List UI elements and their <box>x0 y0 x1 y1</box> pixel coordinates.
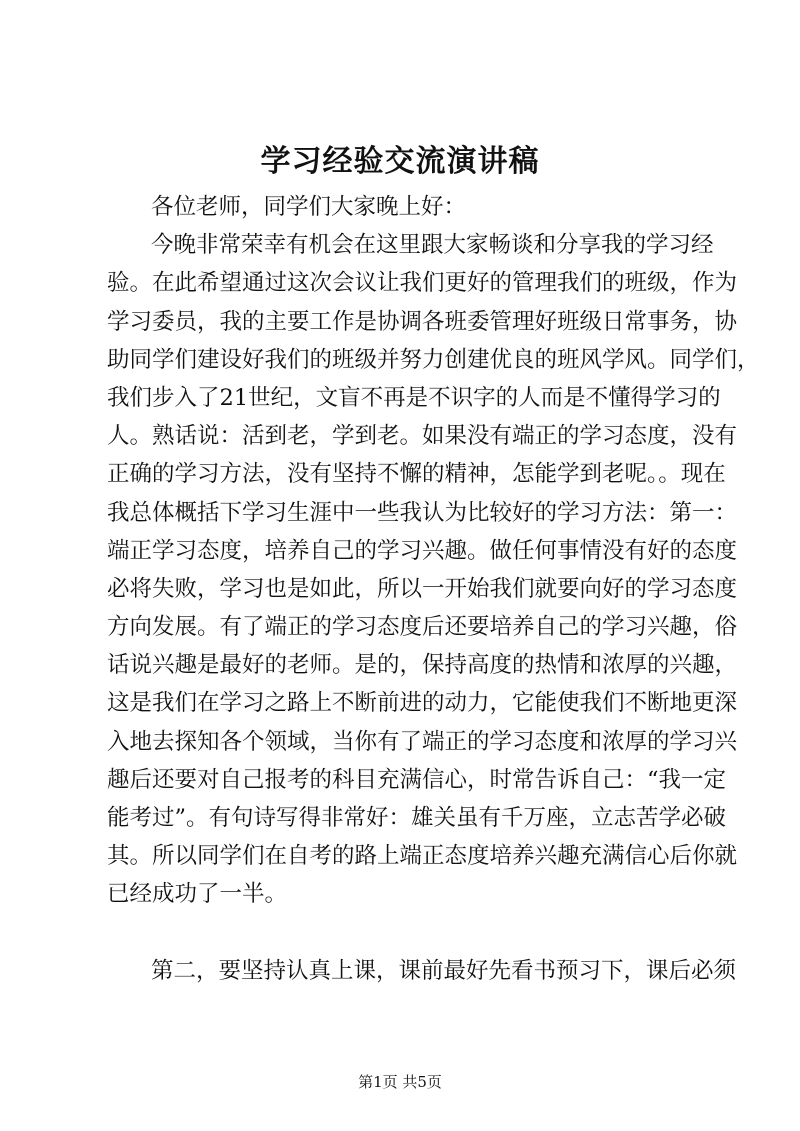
paragraph-line: 我们步入了21世纪，文盲不再是不识字的人而是不懂得学习的 <box>107 384 721 411</box>
paragraph-line: 已经成功了一半。 <box>107 881 288 908</box>
document-body <box>107 188 760 990</box>
page-title: 学习经验交流演讲稿 <box>260 144 540 179</box>
paragraph-line: 趣后还要对自己报考的科目充满信心，时常告诉自己：“我一定 <box>107 766 727 793</box>
paragraph-2 <box>107 952 737 990</box>
paragraph-1 <box>107 226 760 913</box>
paragraph-line: 方向发展。有了端正的学习态度后还要培养自己的学习兴趣，俗 <box>107 614 738 641</box>
page-footer: 第1页 共5页 <box>358 1073 442 1091</box>
paragraph-line: 其。所以同学们在自考的路上端正态度培养兴趣充满信心后你就 <box>107 843 738 870</box>
paragraph-line: 今晚非常荣幸有机会在这里跟大家畅谈和分享我的学习经 <box>151 232 714 259</box>
greeting-line: 各位老师，同学们大家晚上好： <box>151 194 467 220</box>
paragraph-spacer <box>107 914 713 952</box>
paragraph-line: 人。熟话说：活到老，学到老。如果没有端正的学习态度，没有 <box>107 423 738 450</box>
paragraph-line: 话说兴趣是最好的老师。是的，保持高度的热情和浓厚的兴趣， <box>107 652 738 679</box>
paragraph-line: 正确的学习方法，没有坚持不懈的精神，怎能学到老呢。。现在 <box>107 461 726 488</box>
paragraph-line: 必将失败，学习也是如此，所以一开始我们就要向好的学习态度 <box>107 575 738 602</box>
paragraph-line: 我总体概括下学习生涯中一些我认为比较好的学习方法：第一： <box>107 499 738 526</box>
paragraph-line: 入地去探知各个领域，当你有了端正的学习态度和浓厚的学习兴 <box>107 728 738 755</box>
paragraph-line: 第二，要坚持认真上课，课前最好先看书预习下，课后必须 <box>151 957 737 984</box>
paragraph-line: 学习委员，我的主要工作是协调各班委管理好班级日常事务，协 <box>107 308 738 335</box>
paragraph-line: 助同学们建设好我们的班级并努力创建优良的班风学风。同学们， <box>107 346 760 373</box>
paragraph-line: 端正学习态度，培养自己的学习兴趣。做任何事情没有好的态度 <box>107 537 738 564</box>
paragraph-line: 能考过”。有句诗写得非常好：雄关虽有千万座，立志苦学必破 <box>107 805 727 831</box>
paragraph-line: 验。在此希望通过这次会议让我们更好的管理我们的班级，作为 <box>107 270 738 297</box>
paragraph-line: 这是我们在学习之路上不断前进的动力，它能使我们不断地更深 <box>107 690 738 717</box>
